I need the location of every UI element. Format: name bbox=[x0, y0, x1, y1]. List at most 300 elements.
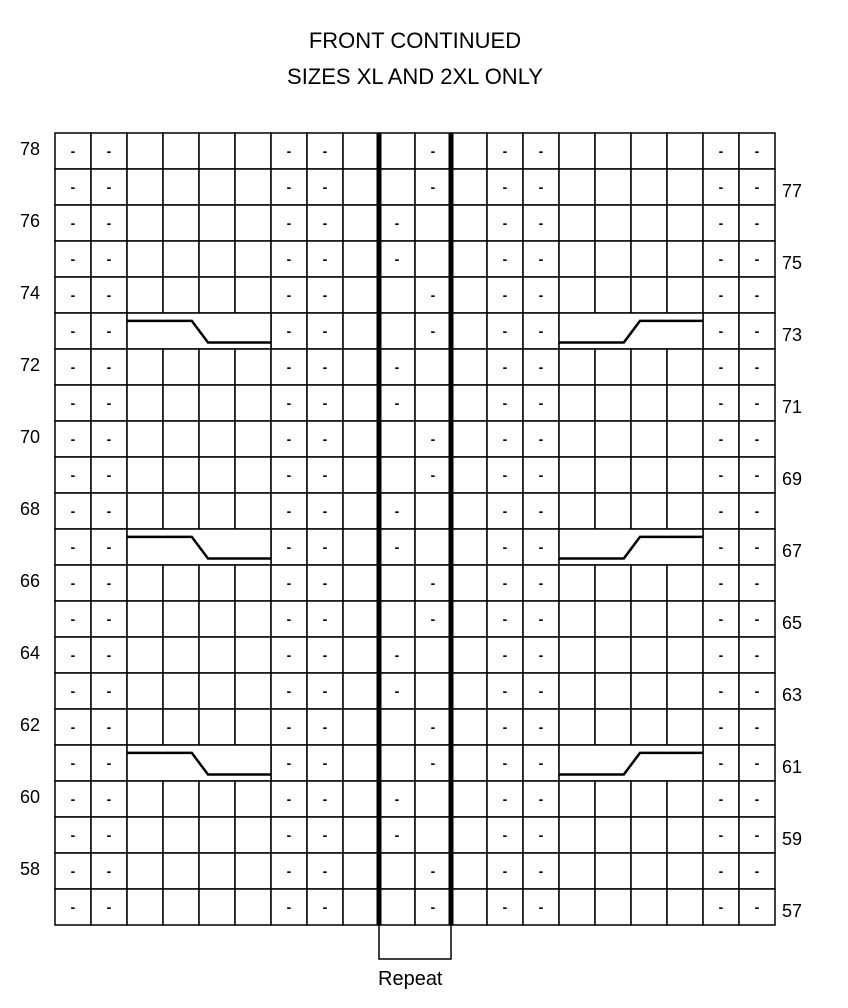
purl-symbol: - bbox=[502, 179, 508, 195]
purl-symbol: - bbox=[718, 287, 724, 303]
row-number-left: 58 bbox=[20, 859, 41, 879]
chart-cell bbox=[127, 565, 163, 601]
chart-cell bbox=[415, 817, 451, 853]
chart-cell bbox=[415, 205, 451, 241]
row-number-right: 77 bbox=[782, 181, 803, 201]
chart-cell bbox=[631, 277, 667, 313]
purl-symbol: - bbox=[502, 899, 508, 915]
chart-cell bbox=[451, 565, 487, 601]
chart-cell bbox=[451, 889, 487, 925]
chart-cell bbox=[199, 673, 235, 709]
chart-cell bbox=[559, 241, 595, 277]
purl-symbol: - bbox=[430, 755, 436, 771]
chart-cell bbox=[379, 421, 415, 457]
purl-symbol: - bbox=[718, 719, 724, 735]
chart-cell bbox=[343, 817, 379, 853]
chart-cell bbox=[235, 385, 271, 421]
purl-symbol: - bbox=[322, 359, 328, 375]
chart-cell bbox=[163, 205, 199, 241]
purl-symbol: - bbox=[718, 179, 724, 195]
purl-symbol: - bbox=[394, 791, 400, 807]
purl-symbol: - bbox=[286, 719, 292, 735]
purl-symbol: - bbox=[286, 215, 292, 231]
chart-cell bbox=[235, 421, 271, 457]
chart-cell bbox=[667, 205, 703, 241]
chart-cell bbox=[379, 745, 415, 781]
purl-symbol: - bbox=[286, 611, 292, 627]
chart-cell bbox=[451, 853, 487, 889]
purl-symbol: - bbox=[394, 683, 400, 699]
chart-cell bbox=[667, 133, 703, 169]
purl-symbol: - bbox=[286, 647, 292, 663]
chart-cell bbox=[415, 385, 451, 421]
purl-symbol: - bbox=[286, 899, 292, 915]
chart-cell bbox=[163, 277, 199, 313]
purl-symbol: - bbox=[106, 467, 112, 483]
chart-cell bbox=[559, 421, 595, 457]
purl-symbol: - bbox=[754, 575, 760, 591]
purl-symbol: - bbox=[106, 539, 112, 555]
chart-cell bbox=[559, 457, 595, 493]
chart-cell bbox=[343, 421, 379, 457]
chart-cell bbox=[199, 277, 235, 313]
purl-symbol: - bbox=[718, 683, 724, 699]
chart-cell bbox=[631, 565, 667, 601]
chart-cell bbox=[379, 313, 415, 349]
row-number-left: 74 bbox=[20, 283, 41, 303]
purl-symbol: - bbox=[430, 611, 436, 627]
chart-cell bbox=[235, 493, 271, 529]
purl-symbol: - bbox=[502, 215, 508, 231]
chart-cell bbox=[595, 493, 631, 529]
purl-symbol: - bbox=[70, 719, 76, 735]
chart-cell bbox=[667, 421, 703, 457]
chart-cell bbox=[199, 853, 235, 889]
purl-symbol: - bbox=[754, 791, 760, 807]
purl-symbol: - bbox=[718, 359, 724, 375]
purl-symbol: - bbox=[106, 647, 112, 663]
chart-cell bbox=[451, 781, 487, 817]
chart-cell bbox=[595, 889, 631, 925]
chart-cell bbox=[235, 781, 271, 817]
chart-cell bbox=[199, 817, 235, 853]
chart-cell bbox=[163, 637, 199, 673]
purl-symbol: - bbox=[754, 863, 760, 879]
purl-symbol: - bbox=[70, 467, 76, 483]
chart-cell bbox=[415, 241, 451, 277]
purl-symbol: - bbox=[106, 719, 112, 735]
purl-symbol: - bbox=[322, 899, 328, 915]
purl-symbol: - bbox=[538, 467, 544, 483]
purl-symbol: - bbox=[286, 467, 292, 483]
purl-symbol: - bbox=[754, 899, 760, 915]
purl-symbol: - bbox=[754, 827, 760, 843]
purl-symbol: - bbox=[394, 395, 400, 411]
purl-symbol: - bbox=[754, 719, 760, 735]
purl-symbol: - bbox=[286, 755, 292, 771]
chart-cell bbox=[127, 781, 163, 817]
chart-cell bbox=[631, 673, 667, 709]
purl-symbol: - bbox=[538, 503, 544, 519]
row-number-right: 71 bbox=[782, 397, 803, 417]
chart-cell bbox=[667, 277, 703, 313]
chart-cell bbox=[343, 457, 379, 493]
purl-symbol: - bbox=[718, 647, 724, 663]
chart-title: FRONT CONTINUED bbox=[308, 28, 522, 53]
purl-symbol: - bbox=[106, 431, 112, 447]
chart-cell bbox=[343, 565, 379, 601]
chart-cell bbox=[343, 889, 379, 925]
chart-cell bbox=[451, 133, 487, 169]
purl-symbol: - bbox=[286, 431, 292, 447]
row-number-right: 65 bbox=[782, 613, 803, 633]
chart-cell bbox=[199, 457, 235, 493]
chart-cell bbox=[199, 385, 235, 421]
chart-cell bbox=[235, 277, 271, 313]
chart-cell bbox=[199, 205, 235, 241]
row-number-right: 57 bbox=[782, 901, 803, 921]
purl-symbol: - bbox=[538, 719, 544, 735]
purl-symbol: - bbox=[502, 647, 508, 663]
chart-cell bbox=[343, 709, 379, 745]
chart-cell bbox=[667, 889, 703, 925]
purl-symbol: - bbox=[538, 287, 544, 303]
purl-symbol: - bbox=[430, 719, 436, 735]
row-number-left: 76 bbox=[20, 211, 41, 231]
chart-cell bbox=[379, 709, 415, 745]
chart-cell bbox=[451, 709, 487, 745]
chart-cell bbox=[235, 205, 271, 241]
chart-cell bbox=[235, 601, 271, 637]
chart-cell bbox=[631, 817, 667, 853]
chart-cell bbox=[415, 529, 451, 565]
purl-symbol: - bbox=[718, 323, 724, 339]
purl-symbol: - bbox=[502, 755, 508, 771]
purl-symbol: - bbox=[502, 611, 508, 627]
purl-symbol: - bbox=[430, 431, 436, 447]
purl-symbol: - bbox=[754, 647, 760, 663]
purl-symbol: - bbox=[322, 143, 328, 159]
purl-symbol: - bbox=[106, 755, 112, 771]
chart-cell bbox=[667, 241, 703, 277]
chart-cell bbox=[595, 853, 631, 889]
chart-cell bbox=[343, 385, 379, 421]
chart-cell bbox=[559, 709, 595, 745]
chart-cell bbox=[559, 349, 595, 385]
chart-cell bbox=[127, 457, 163, 493]
chart-cell bbox=[631, 421, 667, 457]
purl-symbol: - bbox=[754, 503, 760, 519]
purl-symbol: - bbox=[538, 575, 544, 591]
purl-symbol: - bbox=[286, 539, 292, 555]
chart-cell bbox=[667, 781, 703, 817]
purl-symbol: - bbox=[502, 791, 508, 807]
row-number-right: 67 bbox=[782, 541, 803, 561]
chart-cell bbox=[199, 241, 235, 277]
chart-cell bbox=[559, 133, 595, 169]
purl-symbol: - bbox=[106, 143, 112, 159]
purl-symbol: - bbox=[394, 539, 400, 555]
chart-cell bbox=[559, 853, 595, 889]
purl-symbol: - bbox=[286, 503, 292, 519]
purl-symbol: - bbox=[286, 179, 292, 195]
chart-cell bbox=[235, 817, 271, 853]
chart-cell bbox=[163, 421, 199, 457]
chart-cell bbox=[199, 493, 235, 529]
chart-cell bbox=[451, 421, 487, 457]
purl-symbol: - bbox=[754, 251, 760, 267]
chart-cell bbox=[559, 601, 595, 637]
purl-symbol: - bbox=[70, 359, 76, 375]
chart-cell bbox=[235, 457, 271, 493]
purl-symbol: - bbox=[430, 575, 436, 591]
purl-symbol: - bbox=[502, 575, 508, 591]
chart-cell bbox=[451, 313, 487, 349]
chart-cell bbox=[451, 745, 487, 781]
chart-cell bbox=[559, 565, 595, 601]
chart-cell bbox=[595, 457, 631, 493]
chart-cell bbox=[379, 565, 415, 601]
row-number-left: 60 bbox=[20, 787, 41, 807]
purl-symbol: - bbox=[502, 287, 508, 303]
chart-cell bbox=[667, 709, 703, 745]
chart-cell bbox=[379, 457, 415, 493]
purl-symbol: - bbox=[718, 755, 724, 771]
row-number-left: 70 bbox=[20, 427, 41, 447]
chart-cell bbox=[343, 169, 379, 205]
chart-cell bbox=[199, 133, 235, 169]
chart-cell bbox=[127, 889, 163, 925]
purl-symbol: - bbox=[322, 395, 328, 411]
chart-cell bbox=[127, 349, 163, 385]
chart-cell bbox=[127, 853, 163, 889]
chart-cell bbox=[451, 349, 487, 385]
purl-symbol: - bbox=[106, 179, 112, 195]
chart-cell bbox=[163, 169, 199, 205]
chart-cell bbox=[559, 889, 595, 925]
purl-symbol: - bbox=[322, 467, 328, 483]
purl-symbol: - bbox=[322, 791, 328, 807]
purl-symbol: - bbox=[322, 431, 328, 447]
purl-symbol: - bbox=[502, 503, 508, 519]
purl-symbol: - bbox=[430, 287, 436, 303]
chart-cell bbox=[127, 601, 163, 637]
chart-cell bbox=[559, 673, 595, 709]
purl-symbol: - bbox=[394, 647, 400, 663]
row-number-right: 69 bbox=[782, 469, 803, 489]
purl-symbol: - bbox=[754, 395, 760, 411]
purl-symbol: - bbox=[430, 143, 436, 159]
purl-symbol: - bbox=[538, 395, 544, 411]
purl-symbol: - bbox=[718, 467, 724, 483]
chart-cell bbox=[343, 601, 379, 637]
chart-cell bbox=[595, 673, 631, 709]
chart-cell bbox=[127, 421, 163, 457]
chart-cell bbox=[631, 601, 667, 637]
purl-symbol: - bbox=[718, 431, 724, 447]
purl-symbol: - bbox=[70, 899, 76, 915]
purl-symbol: - bbox=[70, 755, 76, 771]
purl-symbol: - bbox=[322, 287, 328, 303]
chart-cell bbox=[163, 889, 199, 925]
chart-cell bbox=[595, 421, 631, 457]
chart-cell bbox=[343, 853, 379, 889]
chart-cell bbox=[235, 889, 271, 925]
chart-cell bbox=[127, 133, 163, 169]
purl-symbol: - bbox=[106, 287, 112, 303]
purl-symbol: - bbox=[718, 395, 724, 411]
purl-symbol: - bbox=[538, 611, 544, 627]
chart-cell bbox=[667, 637, 703, 673]
purl-symbol: - bbox=[70, 611, 76, 627]
chart-cell bbox=[235, 565, 271, 601]
chart-cell bbox=[559, 781, 595, 817]
purl-symbol: - bbox=[538, 143, 544, 159]
purl-symbol: - bbox=[718, 503, 724, 519]
chart-cell bbox=[235, 133, 271, 169]
purl-symbol: - bbox=[718, 539, 724, 555]
purl-symbol: - bbox=[70, 575, 76, 591]
chart-cell bbox=[343, 637, 379, 673]
purl-symbol: - bbox=[538, 683, 544, 699]
purl-symbol: - bbox=[502, 827, 508, 843]
chart-cell bbox=[631, 457, 667, 493]
chart-cell bbox=[559, 277, 595, 313]
purl-symbol: - bbox=[70, 683, 76, 699]
purl-symbol: - bbox=[718, 827, 724, 843]
chart-cell bbox=[343, 133, 379, 169]
purl-symbol: - bbox=[286, 323, 292, 339]
purl-symbol: - bbox=[754, 179, 760, 195]
chart-cell bbox=[667, 673, 703, 709]
purl-symbol: - bbox=[394, 503, 400, 519]
chart-cell bbox=[559, 385, 595, 421]
purl-symbol: - bbox=[322, 647, 328, 663]
row-number-left: 66 bbox=[20, 571, 41, 591]
chart-cell bbox=[595, 277, 631, 313]
purl-symbol: - bbox=[430, 467, 436, 483]
purl-symbol: - bbox=[754, 755, 760, 771]
purl-symbol: - bbox=[538, 215, 544, 231]
chart-cell bbox=[667, 493, 703, 529]
chart-cell bbox=[163, 817, 199, 853]
chart-cell bbox=[415, 349, 451, 385]
chart-cell bbox=[631, 781, 667, 817]
chart-cell bbox=[415, 493, 451, 529]
purl-symbol: - bbox=[322, 251, 328, 267]
purl-symbol: - bbox=[718, 575, 724, 591]
purl-symbol: - bbox=[70, 251, 76, 267]
chart-cell bbox=[559, 205, 595, 241]
purl-symbol: - bbox=[106, 791, 112, 807]
chart-cell bbox=[595, 133, 631, 169]
purl-symbol: - bbox=[538, 323, 544, 339]
chart-cell bbox=[451, 385, 487, 421]
chart-cell bbox=[631, 133, 667, 169]
purl-symbol: - bbox=[70, 863, 76, 879]
chart-cell bbox=[163, 853, 199, 889]
purl-symbol: - bbox=[322, 575, 328, 591]
row-number-right: 59 bbox=[782, 829, 803, 849]
chart-cell bbox=[127, 385, 163, 421]
chart-cell bbox=[235, 349, 271, 385]
purl-symbol: - bbox=[754, 359, 760, 375]
chart-cell bbox=[595, 709, 631, 745]
chart-cell bbox=[415, 637, 451, 673]
chart-cell bbox=[163, 241, 199, 277]
purl-symbol: - bbox=[106, 215, 112, 231]
purl-symbol: - bbox=[106, 359, 112, 375]
purl-symbol: - bbox=[106, 899, 112, 915]
purl-symbol: - bbox=[718, 863, 724, 879]
chart-cell bbox=[163, 601, 199, 637]
purl-symbol: - bbox=[106, 863, 112, 879]
purl-symbol: - bbox=[502, 143, 508, 159]
chart-cell bbox=[163, 709, 199, 745]
purl-symbol: - bbox=[502, 719, 508, 735]
chart-cell bbox=[667, 601, 703, 637]
chart-cell bbox=[127, 673, 163, 709]
purl-symbol: - bbox=[286, 827, 292, 843]
purl-symbol: - bbox=[538, 899, 544, 915]
chart-cell bbox=[451, 457, 487, 493]
chart-cell bbox=[559, 637, 595, 673]
purl-symbol: - bbox=[538, 251, 544, 267]
purl-symbol: - bbox=[754, 431, 760, 447]
chart-cell bbox=[667, 169, 703, 205]
chart-cell bbox=[127, 637, 163, 673]
purl-symbol: - bbox=[718, 143, 724, 159]
purl-symbol: - bbox=[754, 539, 760, 555]
chart-cell bbox=[379, 853, 415, 889]
purl-symbol: - bbox=[70, 827, 76, 843]
purl-symbol: - bbox=[70, 179, 76, 195]
repeat-bracket bbox=[379, 925, 451, 959]
chart-cell bbox=[127, 169, 163, 205]
purl-symbol: - bbox=[322, 611, 328, 627]
chart-cell bbox=[199, 565, 235, 601]
chart-cell bbox=[667, 385, 703, 421]
chart-cell bbox=[379, 133, 415, 169]
chart-cell bbox=[595, 637, 631, 673]
chart-cell bbox=[343, 241, 379, 277]
chart-cell bbox=[163, 493, 199, 529]
purl-symbol: - bbox=[394, 251, 400, 267]
purl-symbol: - bbox=[286, 287, 292, 303]
chart-cell bbox=[451, 817, 487, 853]
purl-symbol: - bbox=[322, 539, 328, 555]
purl-symbol: - bbox=[754, 683, 760, 699]
chart-cell bbox=[163, 457, 199, 493]
purl-symbol: - bbox=[538, 539, 544, 555]
chart-cell bbox=[127, 277, 163, 313]
purl-symbol: - bbox=[322, 323, 328, 339]
purl-symbol: - bbox=[322, 215, 328, 231]
purl-symbol: - bbox=[286, 863, 292, 879]
chart-cell bbox=[235, 853, 271, 889]
chart-cell bbox=[631, 385, 667, 421]
row-number-left: 68 bbox=[20, 499, 41, 519]
purl-symbol: - bbox=[70, 323, 76, 339]
chart-cell bbox=[451, 673, 487, 709]
chart-cell bbox=[235, 169, 271, 205]
chart-cell bbox=[595, 205, 631, 241]
chart-cell bbox=[343, 205, 379, 241]
purl-symbol: - bbox=[502, 251, 508, 267]
chart-cell bbox=[631, 205, 667, 241]
chart-cell bbox=[163, 565, 199, 601]
purl-symbol: - bbox=[70, 287, 76, 303]
